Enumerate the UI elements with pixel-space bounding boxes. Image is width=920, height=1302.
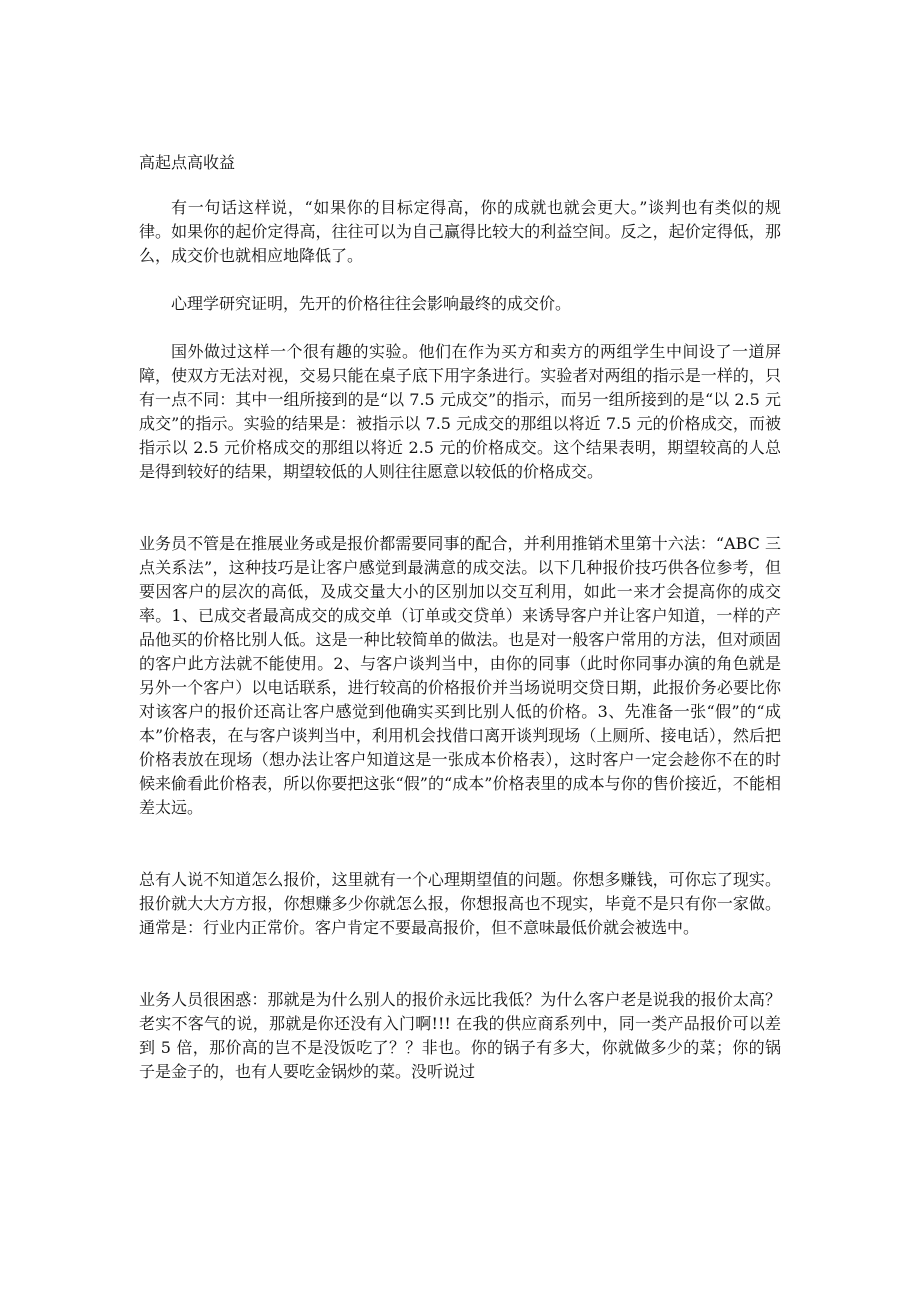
- paragraph-high-target: 有一句话这样说，“如果你的目标定得高，你的成就也就会更大。”谈判也有类似的规律。如果你的起价定得高，往往可以为自己赢得比较大的利益空间。反之，起价定得低，那么，成交价也就相应地降低了。: [139, 198, 781, 265]
- paragraph-sales-confusion: 业务人员很困惑：那就是为什么别人的报价永远比我低？为什么客户老是说我的报价太高？老实不客气的说，那就是你还没有入门啊!!! 在我的供应商系列中，同一类产品报价可以差到 5 倍，那价高的岂不是没饭吃了？？非也。你的锅子有多大，你就做多少的菜；你的锅子是金子的，也有人要吃金锅炒的菜。没听说过: [139, 990, 781, 1081]
- paragraph-experiment: 国外做过这样一个很有趣的实验。他们在作为买方和卖方的两组学生中间设了一道屏障，使双方无法对视，交易只能在桌子底下用字条进行。实验者对两组的指示是一样的，只有一点不同：其中一组所接到的是“以 7.5 元成交”的指示，而另一组所接到的是“以 2.5 元成交”的指示。实验的结果是：被指示以 7.5 元成交的那组以将近 7.5 元的价格成交，而被指示以 2.5 元价格成交的那组以将近 2.5 元的价格成交。这个结果表明，期望较高的人总是得到较好的结果，期望较低的人则往往愿意以较低的价格成交。: [139, 342, 781, 481]
- paragraph-sales-techniques: 业务员不管是在推展业务或是报价都需要同事的配合，并利用推销术里第十六法：“ABC 三点关系法”，这种技巧是让客户感觉到最满意的成交法。以下几种报价技巧供各位参考，但要因客户的层次的高低，及成交量大小的区别加以交互利用，如此一来才会提高你的成交率。1、已成交者最高成交的成交单（订单或交贷单）来诱导客户并让客户知道，一样的产品他买的价格比别人低。这是一种比较简单的做法。也是对一般客户常用的方法，但对顽固的客户此方法就不能使用。2、与客户谈判当中，由你的同事（此时你同事办演的角色就是另外一个客户）以电话联系，进行较高的价格报价并当场说明交贷日期，此报价务必要比你对该客户的报价还高让客户感觉到他确实买到比别人低的价格。3、先准备一张“假”的“成本”价格表，在与客户谈判当中，利用机会找借口离开谈判现场（上厕所、接电话），然后把价格表放在现场（想办法让客户知道这是一张成本价格表），这时客户一定会趁你不在的时候来偷看此价格表，所以你要把这张“假”的“成本”价格表里的成本与你的售价接近，不能相差太远。: [139, 534, 781, 817]
- paragraph-price-expectation: 总有人说不知道怎么报价，这里就有一个心理期望值的问题。你想多赚钱，可你忘了现实。报价就大大方方报，你想赚多少你就怎么报，你想报高也不现实，毕竟不是只有你一家做。通常是：行业内正常价。客户肯定不要最高报价，但不意味最低价就会被选中。: [139, 870, 781, 937]
- document-page: [139, 150, 781, 1084]
- paragraph-psychology: 心理学研究证明，先开的价格往往会影响最终的成交价。: [171, 294, 572, 313]
- document-title: 高起点高收益: [139, 153, 236, 172]
